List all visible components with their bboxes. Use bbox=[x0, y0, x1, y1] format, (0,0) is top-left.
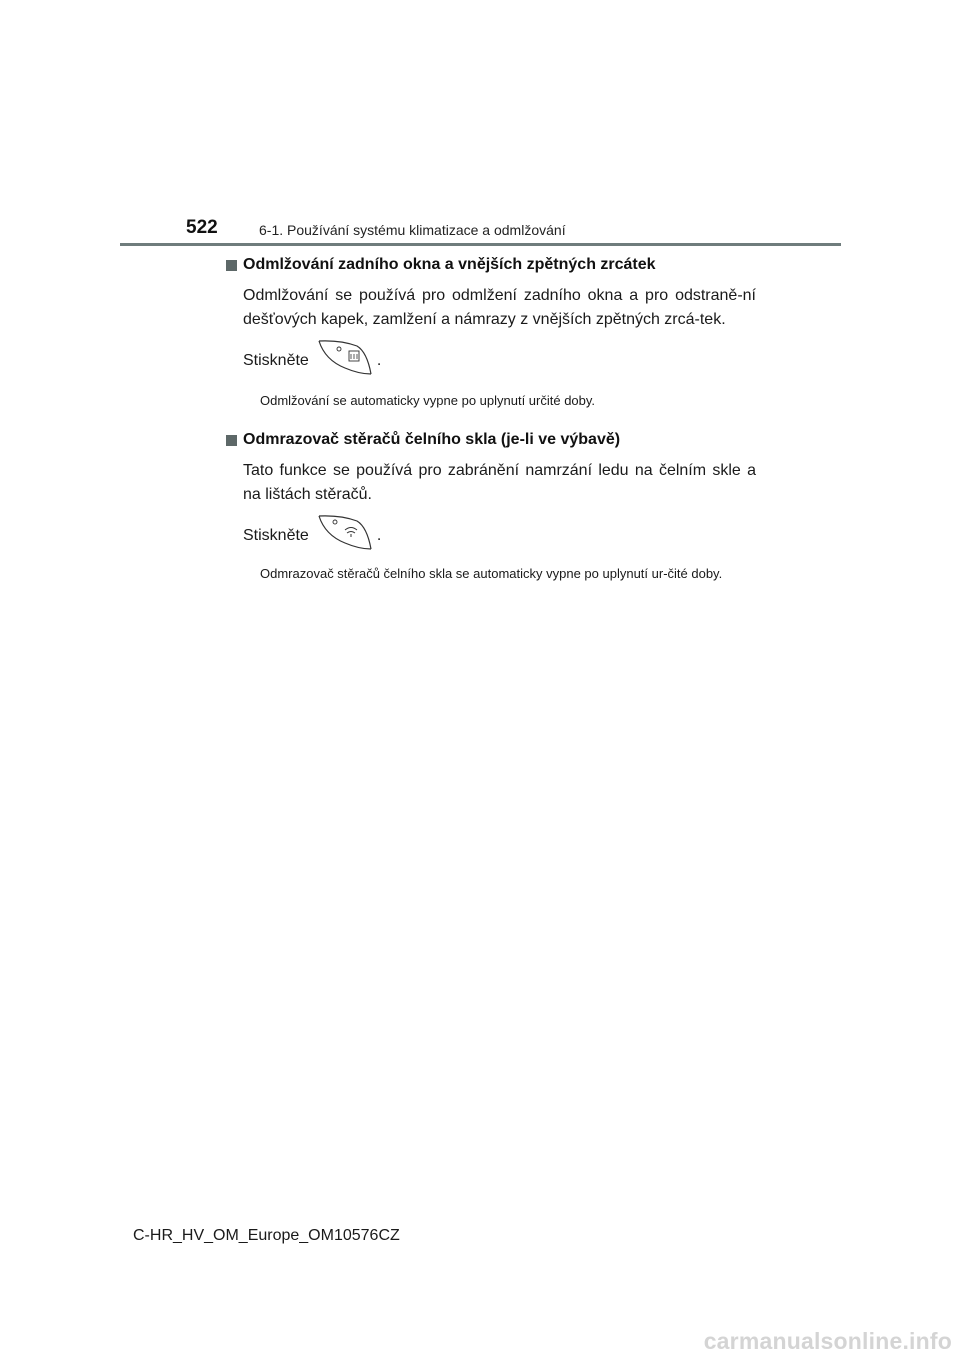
document-id: C-HR_HV_OM_Europe_OM10576CZ bbox=[133, 1227, 400, 1244]
section-rear-defogger bbox=[226, 256, 756, 409]
section-body: Odmlžování se používá pro odmlžení zadního okna a pro odstraně-ní dešťových kapek, zamlžení a námrazy z vnějších zpětných zrcá-tek. bbox=[243, 287, 756, 328]
watermark: carmanualsonline.info bbox=[703, 1328, 952, 1354]
chapter-title: 6-1. Používání systému klimatizace a odmlžování bbox=[259, 222, 566, 238]
page-number: 522 bbox=[186, 217, 218, 238]
square-bullet-icon bbox=[226, 260, 237, 271]
section-heading bbox=[226, 431, 756, 449]
section-heading bbox=[226, 256, 756, 274]
section-wiper-deicer bbox=[226, 431, 756, 582]
press-suffix: . bbox=[376, 526, 382, 544]
press-instruction bbox=[243, 338, 756, 383]
press-suffix: . bbox=[376, 351, 382, 369]
press-label: Stiskněte bbox=[243, 526, 309, 544]
section-note: Odmlžování se automaticky vypne po uplynutí určité doby. bbox=[260, 393, 596, 408]
section-body: Tato funkce se používá pro zabránění namrzání ledu na čelním skle a na lištách stěračů. bbox=[243, 462, 756, 503]
wiper-deicer-button-icon bbox=[315, 513, 373, 558]
rear-defogger-button-icon bbox=[315, 338, 373, 383]
square-bullet-icon bbox=[226, 435, 237, 446]
press-instruction bbox=[243, 513, 756, 558]
section-heading-text: Odmrazovač stěračů čelního skla (je-li ve výbavě) bbox=[243, 431, 621, 448]
press-label: Stiskněte bbox=[243, 351, 309, 369]
header-rule bbox=[120, 243, 841, 246]
section-note: Odmrazovač stěračů čelního skla se automaticky vypne po uplynutí ur-čité doby. bbox=[260, 566, 723, 581]
section-heading-text: Odmlžování zadního okna a vnějších zpětných zrcátek bbox=[243, 256, 656, 273]
